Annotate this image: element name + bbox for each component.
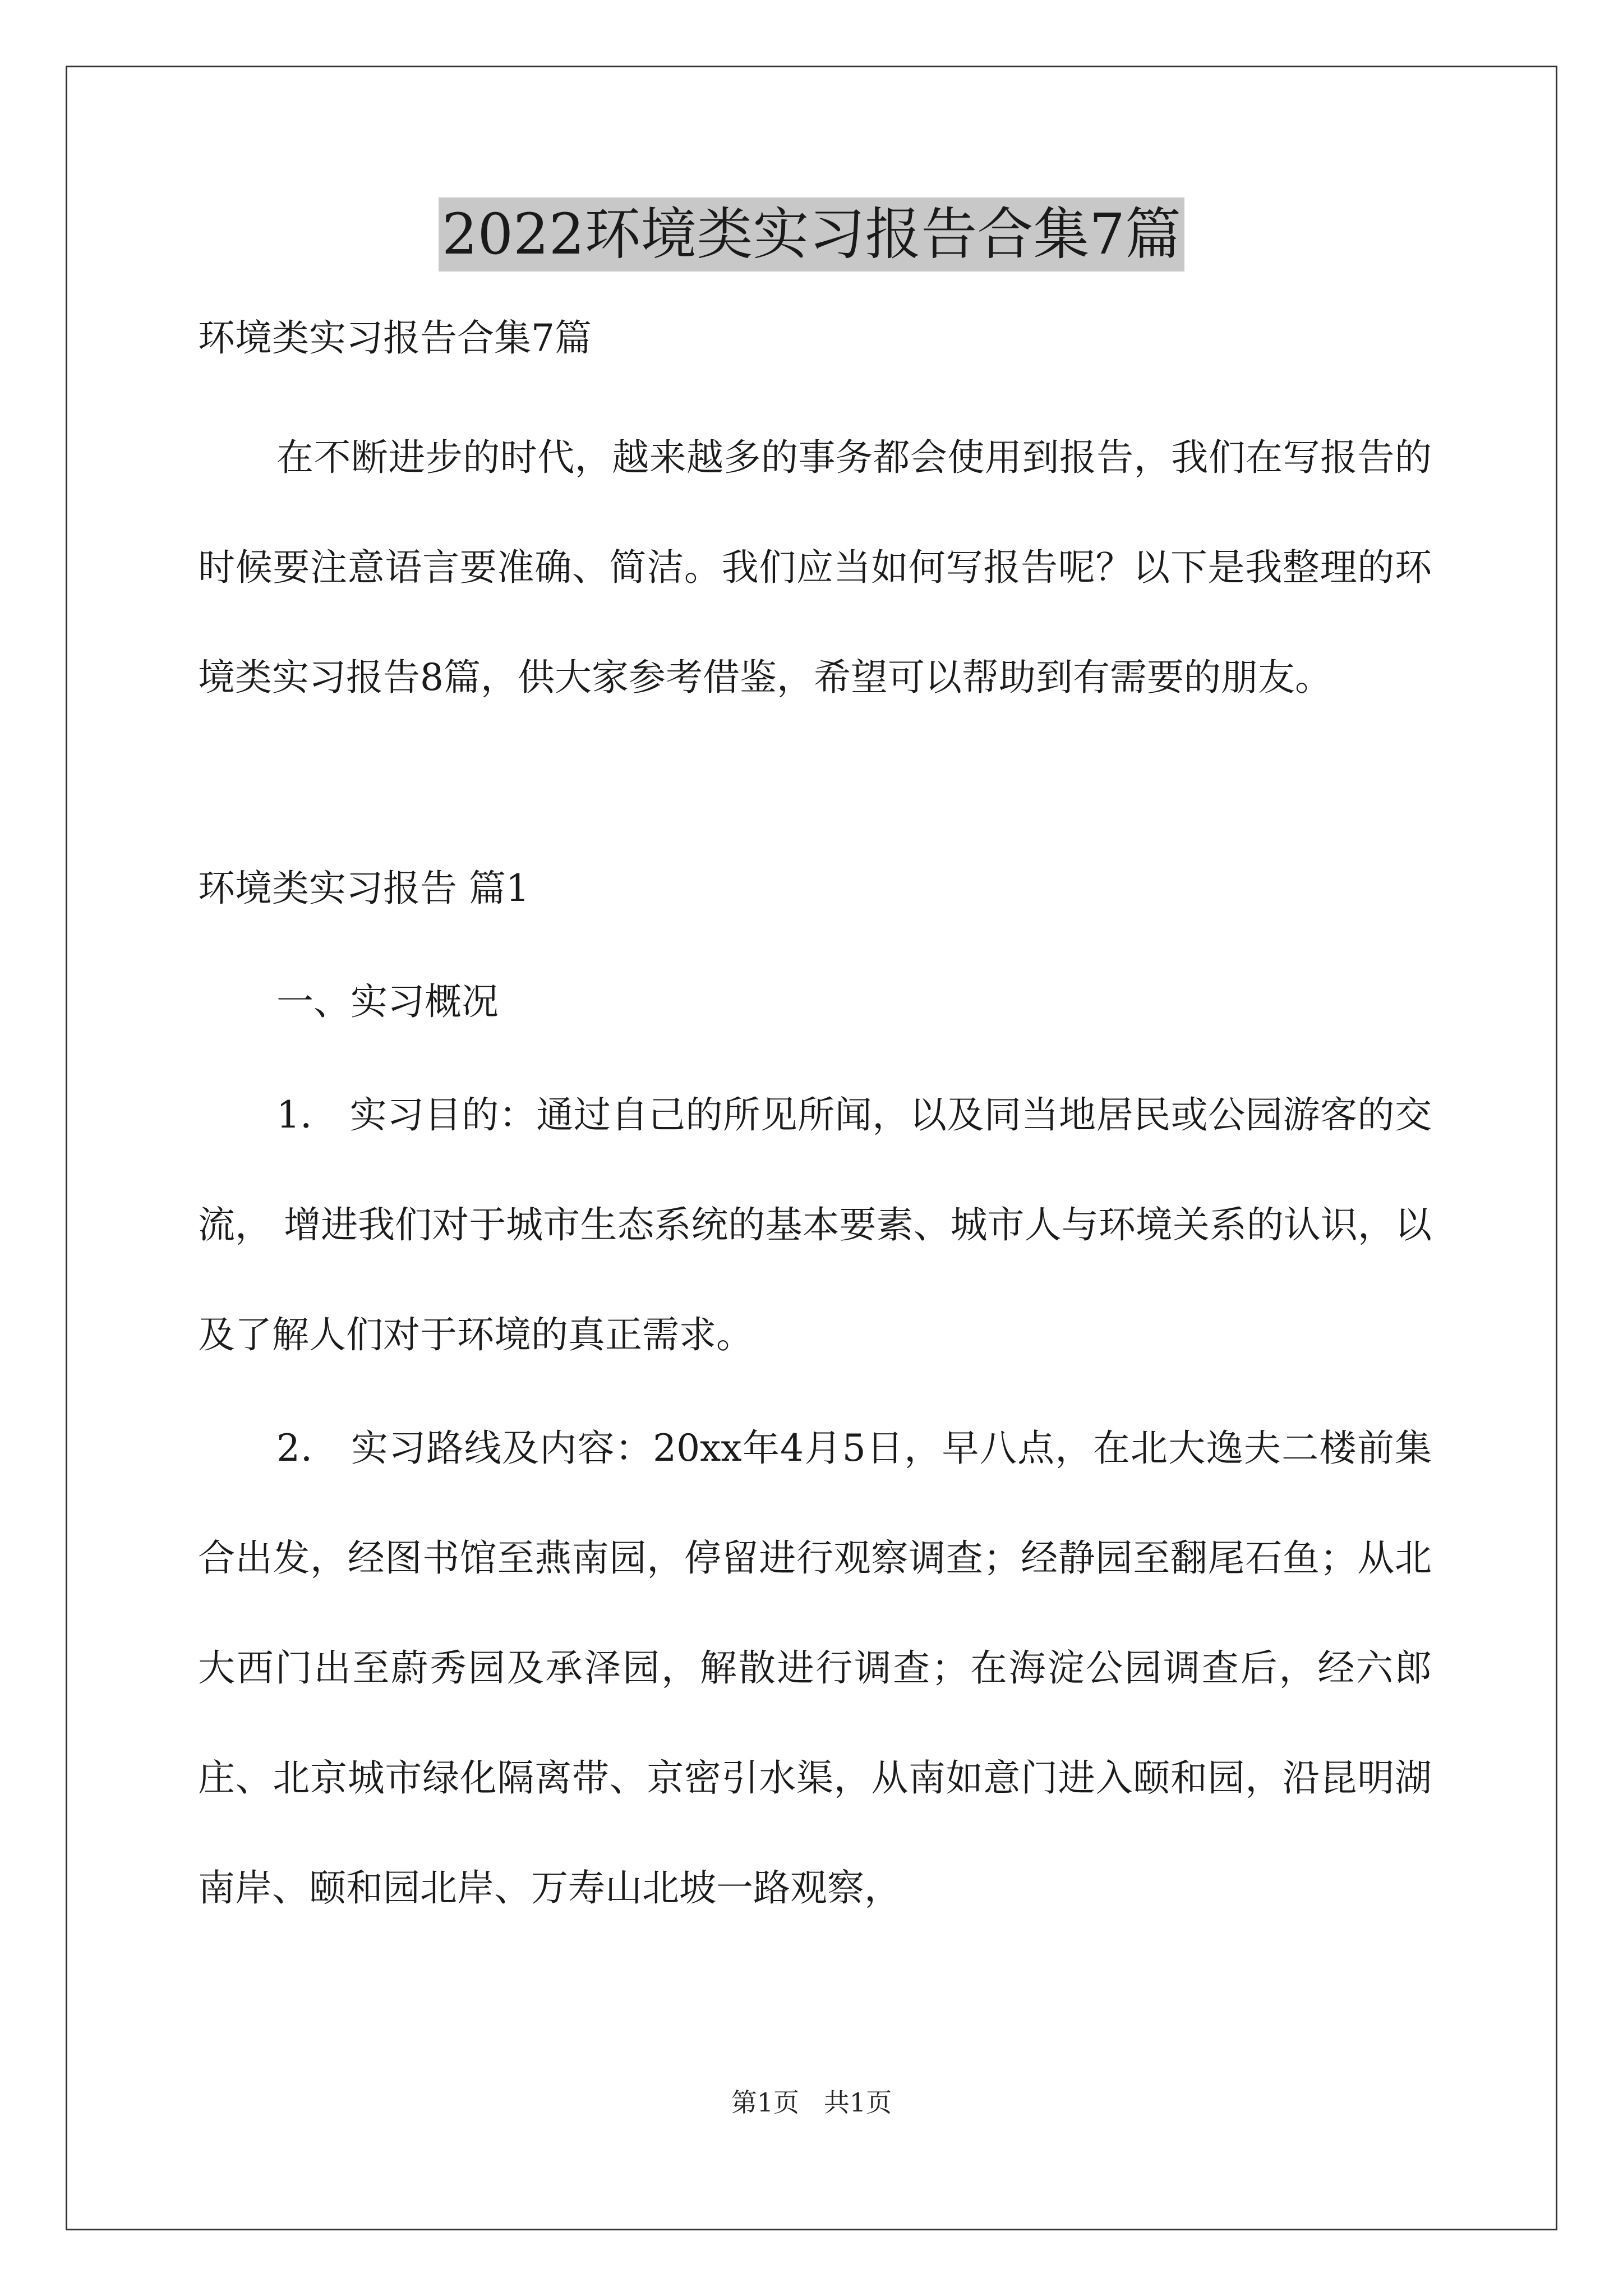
section-heading: 环境类实习报告 篇1 xyxy=(198,867,529,910)
intro-paragraph: 在不断进步的时代，越来越多的事务都会使用到报告，我们在写报告的时候要注意语言要准确、简洁。我们应当如何写报告呢？以下是我整理的环境类实习报告8篇，供大家参考借鉴，希望可以帮助到有需要的朋友。 xyxy=(198,436,1432,699)
document-body xyxy=(198,303,1432,1943)
page-footer: 第1页 共1页 xyxy=(731,2087,892,2118)
list-item-route: 2． 实习路线及内容：20xx年4月5日，早八点，在北大逸夫二楼前集合出发，经图书馆至燕南园，停留进行观察调查；经静园至翻尾石鱼；从北大西门出至蔚秀园及承泽园，解散进行调查；在海淀公园调查后，经六郎庄、北京城市绿化隔离带、京密引水渠，从南如意门进入颐和园，沿昆明湖南岸、颐和园北岸、万寿山北坡一路观察， xyxy=(198,1427,1432,1910)
list-item-purpose: 1． 实习目的：通过自己的所见所闻，以及同当地居民或公园游客的交流， 增进我们对于城市生态系统的基本要素、城市人与环境关系的认识，以及了解人们对于环境的真正需求。 xyxy=(198,1093,1432,1356)
document-subtitle: 环境类实习报告合集7篇 xyxy=(198,316,592,360)
document-title: 2022环境类实习报告合集7篇 xyxy=(439,197,1184,272)
part-heading: 一、实习概况 xyxy=(276,980,499,1023)
title-container xyxy=(0,197,1623,272)
